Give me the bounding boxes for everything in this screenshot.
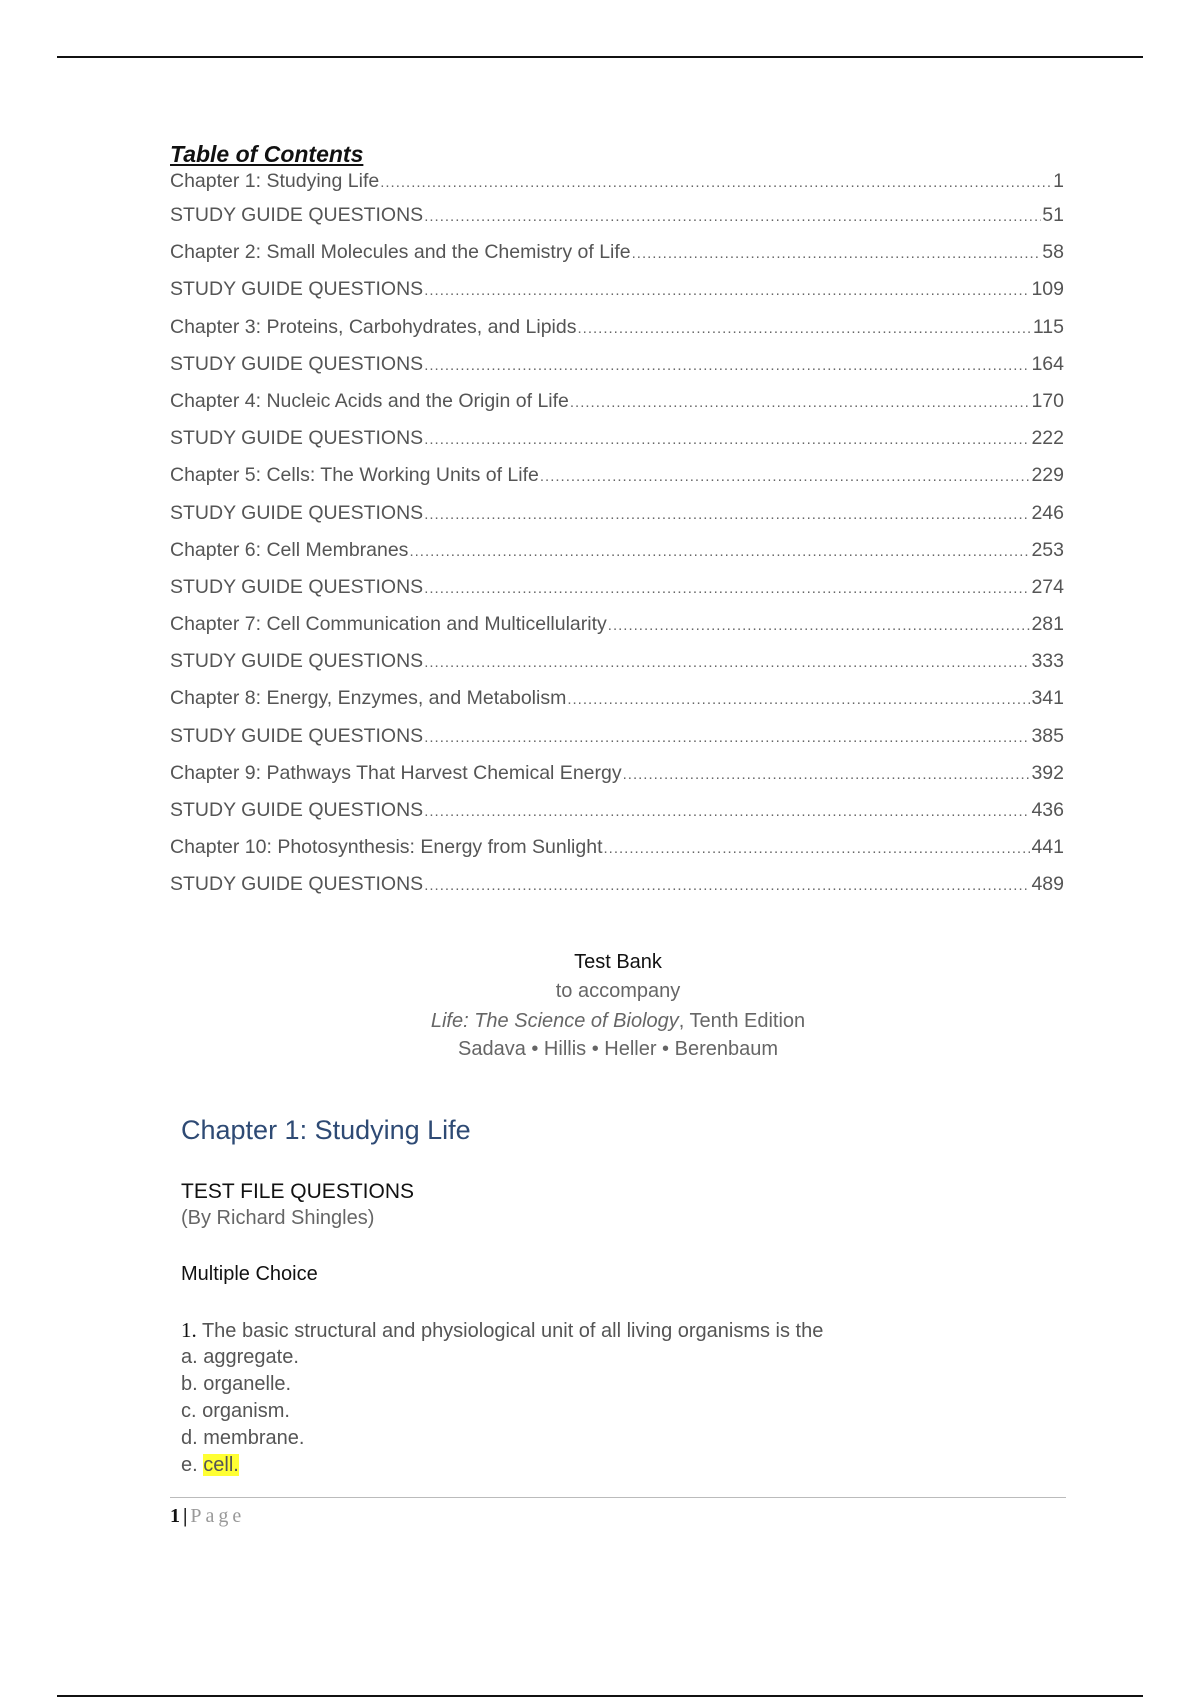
test-bank-accompany: to accompany: [555, 980, 681, 1002]
toc-entry[interactable]: [170, 725, 1064, 762]
page-separator: |: [183, 1505, 188, 1527]
toc-leader-dots: [623, 766, 1031, 783]
book-edition: , Tenth Edition: [678, 1010, 806, 1032]
book-title: Life: The Science of Biology: [430, 1010, 679, 1032]
toc-entry-label: Chapter 1: Studying Life: [170, 170, 380, 192]
test-bank-title: Test Bank: [574, 951, 662, 973]
toc-entry-page: 441: [1031, 836, 1064, 859]
toc-entry-label: STUDY GUIDE QUESTIONS: [170, 575, 424, 598]
toc-entry-label: Chapter 6: Cell Membranes: [170, 538, 409, 561]
toc-entry-page: 222: [1031, 427, 1064, 450]
test-bank-authors: Sadava • Hillis • Heller • Berenbaum: [457, 1038, 779, 1060]
toc-entry-page: 115: [1032, 315, 1064, 338]
toc-entry[interactable]: [170, 762, 1064, 799]
toc-entry-page: 1: [1053, 170, 1064, 192]
option-letter: b.: [181, 1373, 198, 1395]
toc-entry[interactable]: [170, 353, 1064, 390]
toc-entry-page: 253: [1031, 538, 1064, 561]
toc-entry-label: STUDY GUIDE QUESTIONS: [170, 427, 424, 450]
toc-leader-dots: [409, 543, 1030, 560]
toc-entry[interactable]: [170, 502, 1064, 539]
toc-leader-dots: [380, 174, 1052, 191]
toc-entry-page: 436: [1031, 799, 1064, 821]
question-1: [181, 1318, 823, 1343]
question-text: The basic structural and physiological unit of all living organisms is the: [196, 1320, 824, 1342]
toc-leader-dots: [424, 803, 1030, 820]
option-e: [181, 1452, 304, 1479]
toc-entry[interactable]: [170, 427, 1064, 464]
toc-entry[interactable]: [170, 390, 1064, 427]
chapter-heading: Chapter 1: Studying Life: [181, 1115, 471, 1145]
test-bank-book: [0, 1010, 1200, 1033]
page-footer: [170, 1505, 245, 1528]
toc-entry-page: 170: [1031, 389, 1064, 412]
toc-leader-dots: [540, 468, 1031, 485]
option-letter: e.: [181, 1454, 198, 1476]
toc-entry-label: STUDY GUIDE QUESTIONS: [170, 204, 424, 226]
toc-entry-label: Chapter 10: Photosynthesis: Energy from Sunlight: [170, 836, 603, 859]
toc-entry-label: STUDY GUIDE QUESTIONS: [170, 278, 424, 301]
option-text: membrane.: [203, 1427, 305, 1449]
section-author: (By Richard Shingles): [181, 1207, 375, 1229]
toc-entry-label: Chapter 3: Proteins, Carbohydrates, and Lipids: [170, 315, 577, 338]
toc-entry[interactable]: [170, 170, 1064, 204]
toc-leader-dots: [424, 506, 1030, 523]
section-title: TEST FILE QUESTIONS: [181, 1180, 414, 1203]
toc-entry-page: 51: [1042, 204, 1064, 226]
toc-entry[interactable]: [170, 576, 1064, 613]
option-text: organelle.: [203, 1373, 292, 1395]
answer-options: [181, 1344, 304, 1479]
toc-entry[interactable]: [170, 650, 1064, 687]
toc-entry-page: 109: [1031, 278, 1064, 301]
option-letter: d.: [181, 1427, 198, 1449]
page-word: Page: [190, 1505, 246, 1527]
toc-entry-label: Chapter 5: Cells: The Working Units of Life: [170, 464, 539, 487]
toc-entry-page: 281: [1031, 613, 1064, 636]
table-of-contents: [170, 140, 1064, 911]
toc-entry[interactable]: [170, 278, 1064, 315]
toc-title: Table of Contents: [170, 141, 364, 167]
toc-list: [170, 170, 1064, 911]
footer-rule: [170, 1497, 1066, 1498]
toc-entry-label: Chapter 8: Energy, Enzymes, and Metabolism: [170, 687, 567, 710]
subsection-title: Multiple Choice: [181, 1263, 318, 1285]
bottom-rule: [57, 1695, 1143, 1697]
option-letter: a.: [181, 1346, 198, 1368]
toc-entry[interactable]: [170, 799, 1064, 836]
toc-entry-label: Chapter 2: Small Molecules and the Chemistry of Life: [170, 241, 631, 264]
toc-leader-dots: [424, 208, 1041, 225]
toc-leader-dots: [577, 320, 1031, 337]
toc-entry-label: STUDY GUIDE QUESTIONS: [170, 501, 424, 524]
toc-leader-dots: [424, 580, 1030, 597]
page-number: 1: [170, 1505, 180, 1527]
toc-leader-dots: [567, 691, 1030, 708]
toc-entry-label: Chapter 4: Nucleic Acids and the Origin of Life: [170, 389, 569, 412]
option-letter: c.: [181, 1400, 197, 1422]
toc-leader-dots: [424, 877, 1030, 894]
toc-leader-dots: [424, 729, 1030, 746]
option-text: organism.: [202, 1400, 290, 1422]
toc-entry-page: 246: [1031, 501, 1064, 524]
toc-entry-label: STUDY GUIDE QUESTIONS: [170, 799, 424, 821]
toc-entry[interactable]: [170, 873, 1064, 910]
toc-entry-page: 58: [1042, 241, 1064, 264]
toc-leader-dots: [570, 394, 1031, 411]
toc-entry[interactable]: [170, 539, 1064, 576]
toc-entry-page: 392: [1031, 761, 1064, 784]
toc-entry[interactable]: [170, 241, 1064, 278]
option-c: [181, 1398, 304, 1425]
toc-entry-page: 229: [1031, 464, 1064, 487]
toc-leader-dots: [424, 654, 1030, 671]
top-rule: [57, 56, 1143, 58]
toc-entry[interactable]: [170, 687, 1064, 724]
toc-entry-label: STUDY GUIDE QUESTIONS: [170, 724, 424, 747]
toc-entry[interactable]: [170, 204, 1064, 241]
toc-leader-dots: [608, 617, 1031, 634]
toc-leader-dots: [632, 245, 1042, 262]
toc-entry-page: 489: [1031, 873, 1064, 896]
option-text: aggregate.: [203, 1346, 299, 1368]
question-number: 1.: [181, 1318, 197, 1342]
toc-entry[interactable]: [170, 464, 1064, 501]
toc-leader-dots: [424, 357, 1030, 374]
toc-entry-page: 333: [1031, 650, 1064, 673]
toc-entry-page: 164: [1031, 352, 1064, 375]
toc-entry-label: STUDY GUIDE QUESTIONS: [170, 650, 424, 673]
toc-entry-page: 341: [1031, 687, 1064, 710]
toc-entry-page: 385: [1031, 724, 1064, 747]
toc-entry-label: Chapter 9: Pathways That Harvest Chemical Energy: [170, 761, 622, 784]
toc-leader-dots: [424, 282, 1030, 299]
option-text-highlighted: cell.: [203, 1454, 239, 1476]
option-b: [181, 1371, 304, 1398]
option-a: [181, 1344, 304, 1371]
toc-leader-dots: [604, 840, 1031, 857]
toc-entry[interactable]: [170, 613, 1064, 650]
toc-entry-label: Chapter 7: Cell Communication and Multicellularity: [170, 613, 607, 636]
toc-entry[interactable]: [170, 316, 1064, 353]
option-d: [181, 1425, 304, 1452]
toc-entry-label: STUDY GUIDE QUESTIONS: [170, 873, 424, 896]
toc-leader-dots: [424, 431, 1030, 448]
toc-entry-label: STUDY GUIDE QUESTIONS: [170, 352, 424, 375]
toc-entry[interactable]: [170, 836, 1064, 873]
toc-entry-page: 274: [1031, 575, 1064, 598]
